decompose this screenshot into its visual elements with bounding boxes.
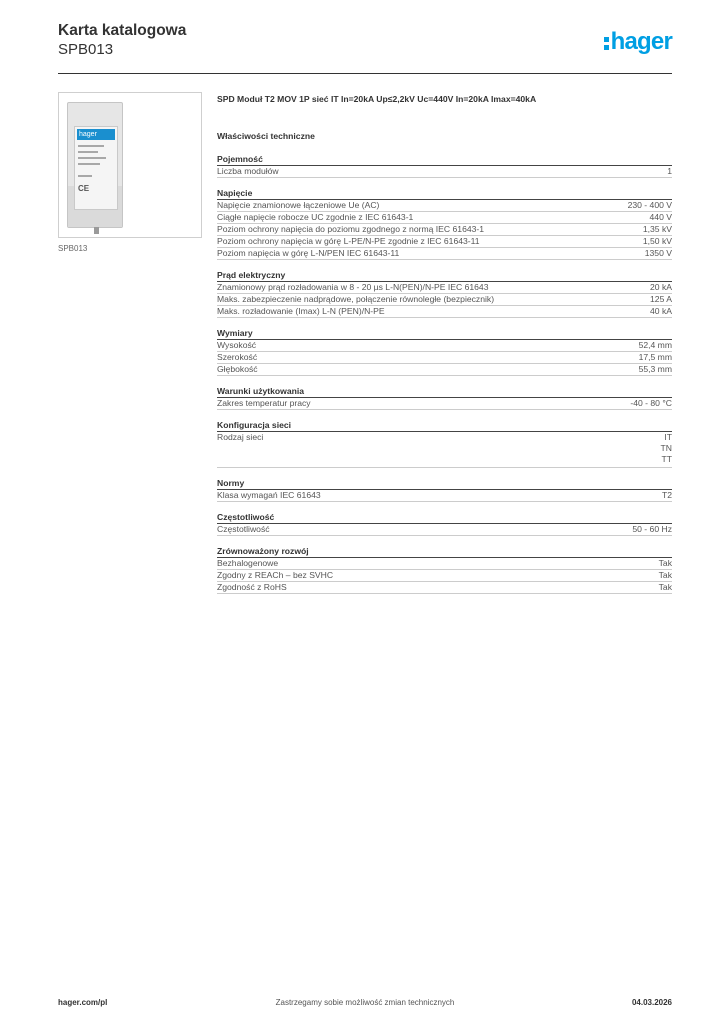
spec-row bbox=[217, 224, 672, 236]
spec-section bbox=[217, 512, 672, 536]
spec-section bbox=[217, 188, 672, 260]
spec-row bbox=[217, 340, 672, 352]
spec-row bbox=[217, 582, 672, 594]
logo-colon-mark bbox=[604, 33, 610, 52]
spec-label: Poziom ochrony napięcia w górę L-PE/N-PE zgodnie z IEC 61643-11 bbox=[217, 236, 480, 246]
device-label bbox=[74, 126, 118, 210]
product-code: SPB013 bbox=[58, 41, 114, 58]
spec-row bbox=[217, 282, 672, 294]
spec-value: 40 kA bbox=[650, 306, 672, 316]
section-title: Warunki użytkowania bbox=[217, 386, 672, 398]
spec-label: Zakres temperatur pracy bbox=[217, 398, 311, 408]
spec-row bbox=[217, 248, 672, 260]
spec-label: Bezhalogenowe bbox=[217, 558, 279, 568]
section-title: Napięcie bbox=[217, 188, 672, 200]
spec-row bbox=[217, 398, 672, 410]
spec-label: Liczba modułów bbox=[217, 166, 279, 176]
footer-website: hager.com/pl bbox=[58, 998, 108, 1007]
spec-label: Poziom ochrony napięcia do poziomu zgodnego z normą IEC 61643-1 bbox=[217, 224, 485, 234]
section-title: Zrównoważony rozwój bbox=[217, 546, 672, 558]
spec-label: Maks. rozładowanie (Imax) L-N (PEN)/N-PE bbox=[217, 306, 385, 316]
spec-value: 1 bbox=[667, 166, 672, 176]
spec-value: 1,35 kV bbox=[642, 224, 672, 234]
spec-row bbox=[217, 166, 672, 178]
spec-label: Napięcie znamionowe łączeniowe Ue (AC) bbox=[217, 200, 380, 210]
spec-row bbox=[217, 212, 672, 224]
spec-row bbox=[217, 364, 672, 376]
product-image bbox=[58, 92, 202, 238]
section-title: Konfiguracja sieci bbox=[217, 420, 672, 432]
image-caption: SPB013 bbox=[58, 244, 88, 253]
spec-label: Częstotliwość bbox=[217, 524, 270, 534]
spec-section bbox=[217, 546, 672, 594]
device-illustration bbox=[67, 102, 123, 228]
section-title: Częstotliwość bbox=[217, 512, 672, 524]
spec-value: Tak bbox=[658, 570, 672, 580]
spec-row bbox=[217, 558, 672, 570]
page-header bbox=[58, 22, 672, 74]
spec-section bbox=[217, 328, 672, 376]
spec-value: T2 bbox=[661, 490, 672, 500]
section-title: Normy bbox=[217, 478, 672, 490]
spec-sections bbox=[217, 154, 672, 594]
footer-date: 04.03.2026 bbox=[631, 998, 672, 1007]
spec-label: Szerokość bbox=[217, 352, 258, 362]
spec-label: Ciągłe napięcie robocze UC zgodnie z IEC 61643-1 bbox=[217, 212, 414, 222]
spec-section bbox=[217, 386, 672, 410]
device-brand: hager bbox=[77, 129, 115, 140]
spec-label: Klasa wymagań IEC 61643 bbox=[217, 490, 321, 500]
spec-value: 55,3 mm bbox=[638, 364, 672, 374]
technical-properties-heading: Właściwości techniczne bbox=[217, 131, 315, 141]
spec-row bbox=[217, 306, 672, 318]
footer-note: Zastrzegamy sobie możliwość zmian technicznych bbox=[275, 998, 455, 1007]
spec-label: Rodzaj sieci bbox=[217, 432, 264, 442]
ce-mark: CE bbox=[78, 184, 90, 193]
hager-logo bbox=[604, 28, 672, 56]
spec-label: Znamionowy prąd rozładowania w 8 - 20 µs L-N(PEN)/N-PE IEC 61643 bbox=[217, 282, 489, 292]
document-title: Karta katalogowa bbox=[58, 22, 187, 39]
spec-label: Zgodność z RoHS bbox=[217, 582, 287, 592]
spec-label: Zgodny z REACh – bez SVHC bbox=[217, 570, 334, 580]
spec-label: Wysokość bbox=[217, 340, 257, 350]
spec-section bbox=[217, 270, 672, 318]
spec-value: Tak bbox=[658, 558, 672, 568]
spec-row bbox=[217, 432, 672, 468]
spec-content bbox=[217, 94, 672, 604]
product-title: SPD Moduł T2 MOV 1P sieć IT In=20kA Up≤2,2kV Uc=440V In=20kA Imax=40kA bbox=[217, 94, 537, 104]
spec-value-item: TN bbox=[660, 443, 672, 453]
spec-value: 17,5 mm bbox=[638, 352, 672, 362]
section-title: Prąd elektryczny bbox=[217, 270, 672, 282]
spec-row bbox=[217, 294, 672, 306]
spec-value-item: TT bbox=[661, 454, 672, 464]
spec-section bbox=[217, 420, 672, 468]
spec-row bbox=[217, 200, 672, 212]
spec-row bbox=[217, 570, 672, 582]
spec-row bbox=[217, 524, 672, 536]
spec-row bbox=[217, 490, 672, 502]
spec-label: Głębokość bbox=[217, 364, 258, 374]
spec-label: Maks. zabezpieczenie nadprądowe, połączenie równoległe (bezpiecznik) bbox=[217, 294, 495, 304]
spec-label: Poziom napięcia w górę L-N/PEN IEC 61643-11 bbox=[217, 248, 400, 258]
spec-value-item: IT bbox=[664, 432, 672, 442]
spec-value: Tak bbox=[658, 582, 672, 592]
section-title: Pojemność bbox=[217, 154, 672, 166]
spec-value: -40 - 80 °C bbox=[630, 398, 672, 408]
spec-value: 125 A bbox=[650, 294, 672, 304]
spec-value: 1350 V bbox=[644, 248, 672, 258]
spec-row bbox=[217, 352, 672, 364]
spec-section bbox=[217, 478, 672, 502]
spec-value: 20 kA bbox=[650, 282, 672, 292]
spec-value bbox=[661, 432, 672, 467]
logo-text: hager bbox=[610, 28, 672, 55]
spec-value: 50 - 60 Hz bbox=[632, 524, 672, 534]
spec-value: 230 - 400 V bbox=[627, 200, 672, 210]
spec-value: 1,50 kV bbox=[642, 236, 672, 246]
spec-section bbox=[217, 154, 672, 178]
spec-value: 440 V bbox=[649, 212, 672, 222]
spec-value: 52,4 mm bbox=[638, 340, 672, 350]
section-title: Wymiary bbox=[217, 328, 672, 340]
spec-row bbox=[217, 236, 672, 248]
